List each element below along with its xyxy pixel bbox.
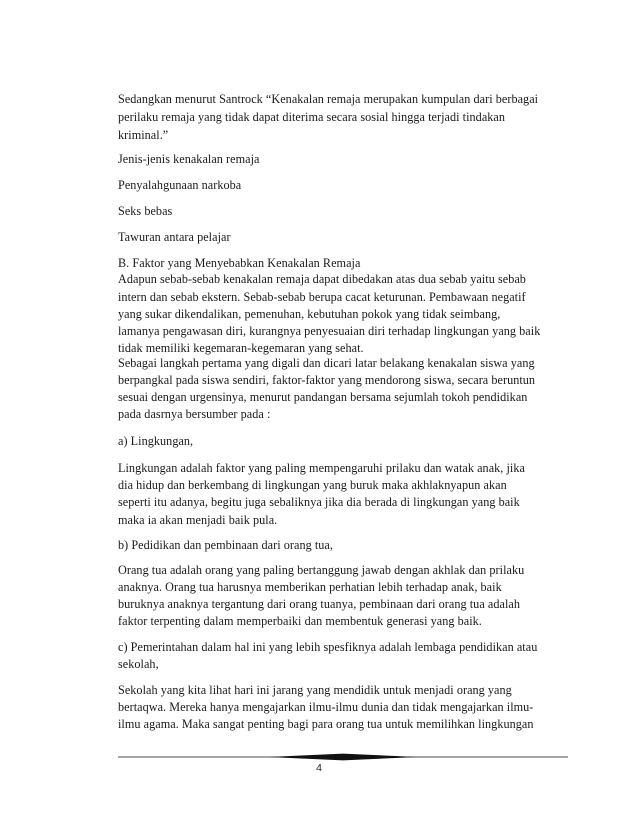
- text-line: c) Pemerintahan dalam hal ini yang lebih spesfiknya adalah lembaga pendidikan atau: [118, 640, 538, 654]
- text-line: maka ia akan menjadi baik pula.: [118, 513, 278, 527]
- text-line: a) Lingkungan,: [118, 434, 194, 448]
- text-line: kriminal.”: [118, 128, 169, 142]
- text-line: b) Pedidikan dan pembinaan dari orang tua,: [118, 538, 333, 552]
- text-line: ilmu agama. Maka sangat penting bagi para orang tua untuk memilihkan lingkungan: [118, 717, 534, 731]
- text-line: anaknya. Orang tua harusnya memberikan perhatian lebih terhadap anak, baik: [118, 580, 502, 594]
- text-line: berpangkal pada siswa sendiri, faktor-faktor yang mendorong siswa, secara beruntun: [118, 373, 536, 387]
- text-line: dia hidup dan berkembang di lingkungan yang buruk maka akhlaknyapun akan: [118, 478, 507, 492]
- text-line: faktor terpenting dalam memperbaiki dan membentuk generasi yang baik.: [118, 614, 482, 628]
- text-line: bertaqwa. Mereka hanya mengajarkan ilmu-ilmu dunia dan tidak mengajarkan ilmu-: [118, 700, 534, 714]
- text-line: perilaku remaja yang tidak dapat diterima secara sosial hingga terjadi tindakan: [118, 110, 506, 124]
- text-line: Sebagai langkah pertama yang digali dan dicari latar belakang kenakalan siswa yang: [118, 356, 535, 370]
- text-line: Sedangkan menurut Santrock “Kenakalan remaja merupakan kumpulan dari berbagai: [118, 92, 539, 106]
- text-line: seperti itu adanya, begitu juga sebaliknya jika dia berada di lingkungan yang baik: [118, 495, 520, 509]
- text-line: B. Faktor yang Menyebabkan Kenakalan Remaja: [118, 256, 361, 270]
- text-line: sekolah,: [118, 657, 159, 671]
- text-line: Jenis-jenis kenakalan remaja: [118, 152, 260, 166]
- text-line: Tawuran antara pelajar: [118, 230, 231, 244]
- text-line: buruknya anaknya tergantung dari orang tuanya, pembinaan dari orang tua adalah: [118, 597, 520, 611]
- text-line: Lingkungan adalah faktor yang paling mempengaruhi prilaku dan watak anak, jika: [118, 461, 525, 475]
- text-line: Orang tua adalah orang yang paling bertanggung jawab dengan akhlak dan prilaku: [118, 563, 525, 577]
- text-line: Seks bebas: [118, 204, 173, 218]
- footer-divider: [118, 752, 568, 762]
- text-line: intern dan sebab ekstern. Sebab-sebab berupa cacat keturunan. Pembawaan negatif: [118, 290, 526, 304]
- text-line: Penyalahgunaan narkoba: [118, 178, 242, 192]
- text-line: sesuai dengan urgensinya, menurut pandangan bersama sejumlah tokoh pendidikan: [118, 390, 528, 404]
- text-line: Sekolah yang kita lihat hari ini jarang yang mendidik untuk menjadi orang yang: [118, 683, 512, 697]
- text-line: Adapun sebab-sebab kenakalan remaja dapat dibedakan atas dua sebab yaitu sebab: [118, 272, 526, 286]
- text-line: yang sukar dikendalikan, pemenuhan, kebutuhan pokok yang tidak seimbang,: [118, 307, 501, 321]
- text-line: tidak memiliki kegemaran-kegemaran yang sehat.: [118, 341, 364, 355]
- text-line: pada dasrnya bersumber pada :: [118, 407, 271, 421]
- text-line: lamanya pengawasan diri, kurangnya penyesuaian diri terhadap lingkungan yang baik: [118, 324, 541, 338]
- page-number: 4: [316, 762, 322, 774]
